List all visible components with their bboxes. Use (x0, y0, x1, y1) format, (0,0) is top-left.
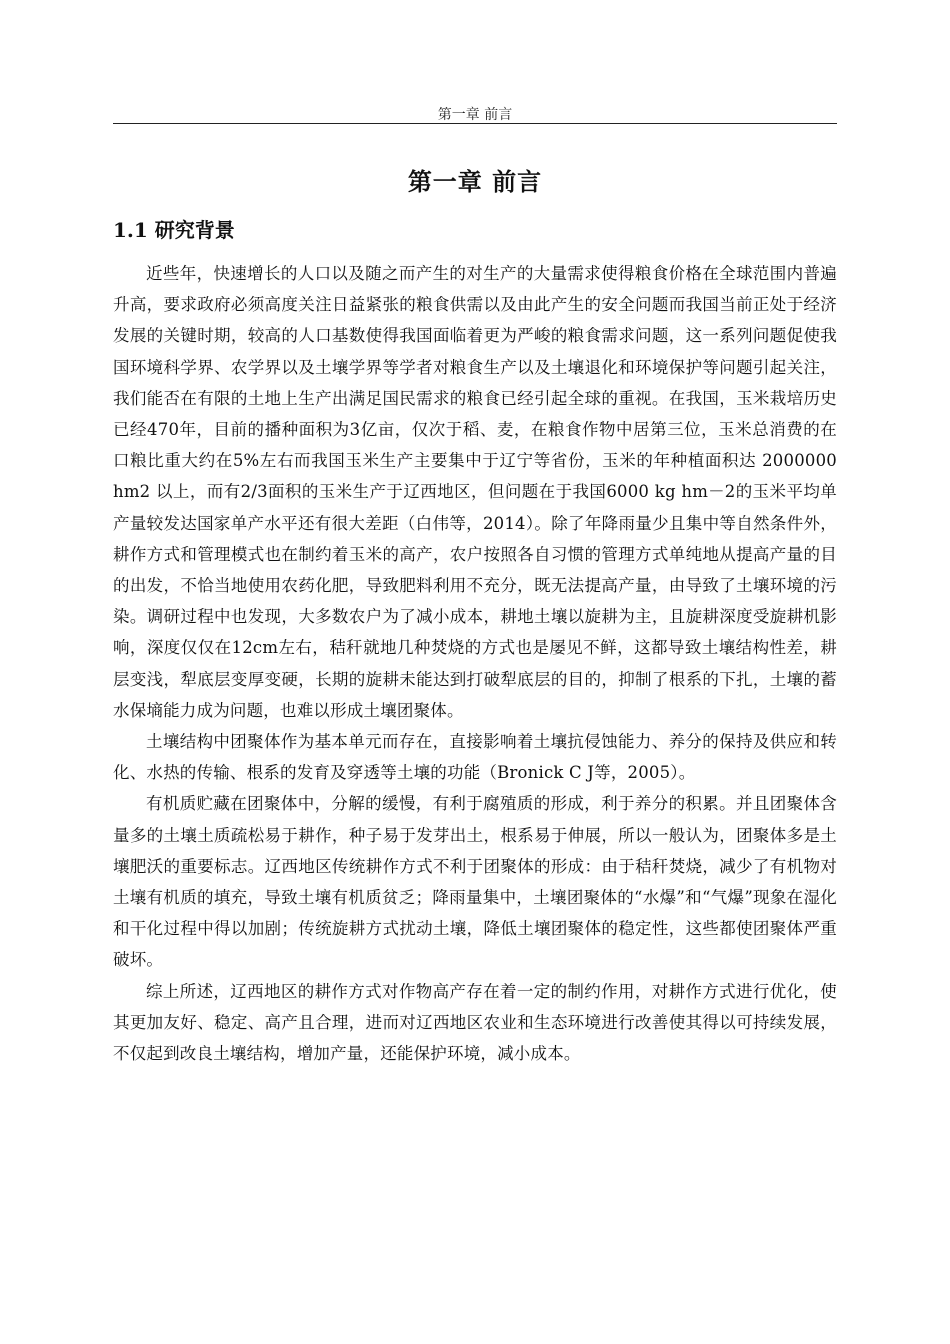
paragraph-aggregate-structure: 土壤结构中团聚体作为基本单元而存在，直接影响着土壤抗侵蚀能力、养分的保持及供应和转化、水热的传输、根系的发育及穿透等土壤的功能（Bronick C J等，2005）。 (113, 732, 837, 783)
paragraph-summary: 综上所述，辽西地区的耕作方式对作物高产存在着一定的制约作用，对耕作方式进行优化，使其更加友好、稳定、高产且合理，进而对辽西地区农业和生态环境进行改善使其得以可持续发展，不仅起到改良土壤结构，增加产量，还能保护环境，减小成本。 (113, 981, 837, 1064)
paragraph-background: 近些年，快速增长的人口以及随之而产生的对生产的大量需求使得粮食价格在全球范围内普遍升高，要求政府必须高度关注日益紧张的粮食供需以及由此产生的安全问题而我国当前正处于经济发展的关键时期，较高的人口基数使得我国面临着更为严峻的粮食需求问题，这一系列问题促使我国环境科学界、农学界以及土壤学界等学者对粮食生产以及土壤退化和环境保护等问题引起关注，我们能否在有限的土地上生产出满足国民需求的粮食已经引起全球的重视。在我国，玉米栽培历史已经470年，目前的播种面积为3亿亩，仅次于稻、麦，在粮食作物中居第三位，玉米总消费的在口粮比重大约在5%左右而我国玉米生产主要集中于辽宁等省份，玉米的年种植面积达 2000000 hm2 以上，而有2/3面积的玉米生产于辽西地区，但问题在于我国6000 kg hm－2的玉米平均单产量较发达国家单产水平还有很大差距（白伟等，2014）。除了年降雨量少且集中等自然条件外，耕作方式和管理模式也在制约着玉米的高产，农户按照各自习惯的管理方式单纯地从提高产量的目的出发，不恰当地使用农药化肥，导致肥料利用不充分，既无法提高产量，由导致了土壤环境的污染。调研过程中也发现，大多数农户为了减小成本，耕地土壤以旋耕为主，且旋耕深度受旋耕机影响，深度仅仅在12cm左右，秸秆就地几种焚烧的方式也是屡见不鲜，这都导致土壤结构性差，耕层变浅，犁底层变厚变硬，长期的旋耕未能达到打破犁底层的目的，抑制了根系的下扎，土壤的蓄水保墒能力成为问题，也难以形成土壤团聚体。 (113, 264, 854, 720)
paragraph-organic-matter: 有机质贮藏在团聚体中，分解的缓慢，有利于腐殖质的形成，利于养分的积累。并且团聚体含量多的土壤土质疏松易于耕作，种子易于发芽出土，根系易于伸展，所以一般认为，团聚体多是土壤肥沃的重要标志。辽西地区传统耕作方式不利于团聚体的形成：由于秸秆焚烧，减少了有机物对土壤有机质的填充，导致土壤有机质贫乏；降雨量集中，土壤团聚体的“水爆”和“气爆”现象在湿化和干化过程中得以加剧；传统旋耕方式扰动土壤，降低土壤团聚体的稳定性，这些都使团聚体严重破坏。 (113, 794, 837, 970)
running-header: 第一章 前言 (437, 107, 513, 123)
body-text (113, 258, 854, 1069)
section-heading: 1.1 研究背景 (113, 218, 235, 242)
chapter-title: 第一章 前言 (407, 167, 543, 196)
header-rule (113, 123, 837, 124)
